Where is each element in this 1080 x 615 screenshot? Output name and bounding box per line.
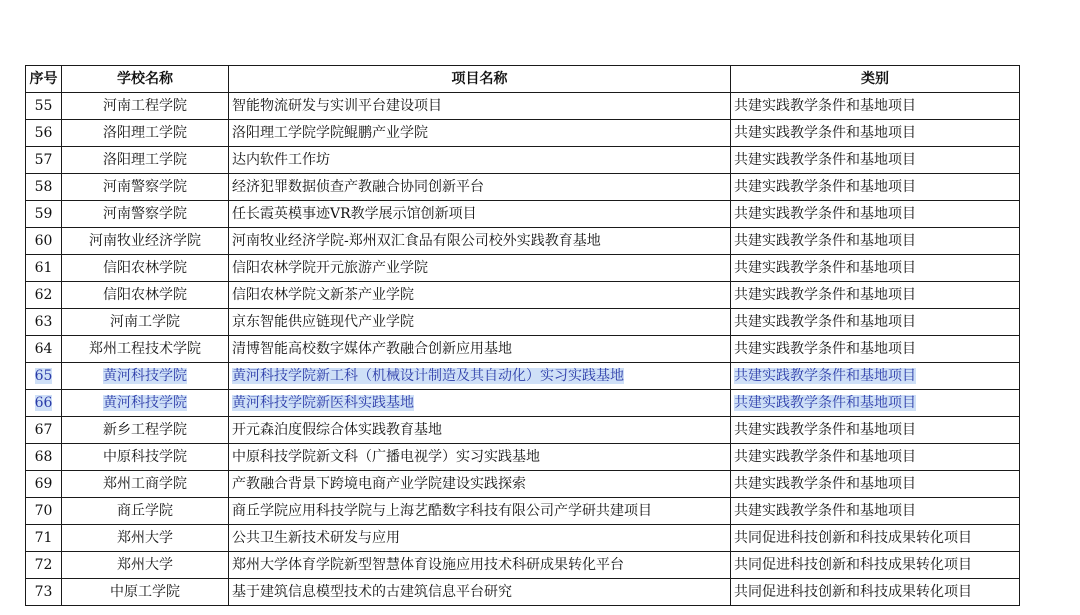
cell-project: [229, 336, 731, 363]
cell-type-text: 共建实践教学条件和基地项目: [734, 206, 916, 222]
cell-no: [26, 552, 62, 579]
cell-no-text: 70: [34, 503, 53, 519]
cell-project-text: 基于建筑信息模型技术的古建筑信息平台研究: [232, 584, 512, 600]
cell-project-text: 商丘学院应用科技学院与上海艺酷数字科技有限公司产学研共建项目: [232, 503, 652, 519]
cell-school-text: 河南工程学院: [103, 98, 187, 114]
cell-project: [229, 417, 731, 444]
cell-type: [731, 174, 1020, 201]
cell-project: [229, 255, 731, 282]
cell-school: [62, 444, 229, 471]
table-row: [26, 552, 1020, 579]
cell-no: [26, 417, 62, 444]
cell-no: [26, 201, 62, 228]
cell-project-text: 洛阳理工学院学院鲲鹏产业学院: [232, 125, 428, 141]
cell-project: [229, 309, 731, 336]
table-row: [26, 390, 1020, 417]
table-row: [26, 201, 1020, 228]
cell-type-text: 共建实践教学条件和基地项目: [734, 503, 916, 519]
cell-no-text: 73: [34, 584, 53, 600]
cell-type: [731, 120, 1020, 147]
header-project: 项目名称: [229, 66, 731, 93]
cell-type-text: 共建实践教学条件和基地项目: [734, 287, 916, 303]
cell-project: [229, 579, 731, 606]
cell-no-text: 55: [34, 98, 53, 114]
cell-school: [62, 471, 229, 498]
cell-project: [229, 201, 731, 228]
cell-school: [62, 552, 229, 579]
cell-type-text: 共建实践教学条件和基地项目: [734, 125, 916, 141]
cell-type: [731, 417, 1020, 444]
cell-project-text: 河南牧业经济学院-郑州双汇食品有限公司校外实践教育基地: [232, 233, 601, 249]
cell-no: [26, 498, 62, 525]
project-table: [25, 65, 1020, 606]
table-row: [26, 498, 1020, 525]
cell-school: [62, 309, 229, 336]
cell-project: [229, 93, 731, 120]
cell-no-text: 67: [34, 422, 53, 438]
cell-project-text: 公共卫生新技术研发与应用: [232, 530, 400, 546]
cell-no-text: 72: [34, 557, 53, 573]
cell-project: [229, 120, 731, 147]
cell-school: [62, 525, 229, 552]
cell-type: [731, 498, 1020, 525]
cell-type-text: 共建实践教学条件和基地项目: [734, 341, 916, 357]
cell-type: [731, 201, 1020, 228]
cell-type-text: 共建实践教学条件和基地项目: [734, 449, 916, 465]
cell-school: [62, 93, 229, 120]
cell-project-text: 信阳农林学院开元旅游产业学院: [232, 260, 428, 276]
cell-type: [731, 255, 1020, 282]
cell-no: [26, 120, 62, 147]
cell-type-text: 共建实践教学条件和基地项目: [734, 368, 916, 384]
table-header-row: [26, 66, 1020, 93]
cell-no: [26, 147, 62, 174]
cell-project-text: 达内软件工作坊: [232, 152, 330, 168]
cell-school-text: 黄河科技学院: [103, 368, 187, 384]
table-row: [26, 309, 1020, 336]
table-row: [26, 363, 1020, 390]
header-school: 学校名称: [62, 66, 229, 93]
cell-school-text: 商丘学院: [117, 503, 173, 519]
table-row: [26, 228, 1020, 255]
cell-no-text: 68: [34, 449, 53, 465]
cell-school-text: 洛阳理工学院: [103, 125, 187, 141]
cell-school-text: 河南警察学院: [103, 206, 187, 222]
cell-no-text: 56: [34, 125, 53, 141]
cell-project-text: 黄河科技学院新工科（机械设计制造及其自动化）实习实践基地: [232, 368, 624, 384]
cell-project-text: 智能物流研发与实训平台建设项目: [232, 98, 442, 114]
cell-project-text: 京东智能供应链现代产业学院: [232, 314, 414, 330]
cell-no: [26, 228, 62, 255]
table-row: [26, 282, 1020, 309]
cell-no: [26, 363, 62, 390]
cell-school: [62, 174, 229, 201]
cell-school-text: 新乡工程学院: [103, 422, 187, 438]
cell-project-text: 任长霞英模事迹VR教学展示馆创新项目: [232, 206, 477, 222]
table-row: [26, 525, 1020, 552]
cell-no-text: 63: [34, 314, 53, 330]
cell-no: [26, 309, 62, 336]
table-row: [26, 336, 1020, 363]
cell-project-text: 中原科技学院新文科（广播电视学）实习实践基地: [232, 449, 540, 465]
cell-no: [26, 579, 62, 606]
cell-no-text: 64: [34, 341, 53, 357]
cell-type-text: 共建实践教学条件和基地项目: [734, 152, 916, 168]
cell-type: [731, 390, 1020, 417]
cell-type: [731, 309, 1020, 336]
cell-school-text: 信阳农林学院: [103, 260, 187, 276]
cell-type: [731, 525, 1020, 552]
cell-type-text: 共同促进科技创新和科技成果转化项目: [734, 584, 972, 600]
table-row: [26, 579, 1020, 606]
cell-no: [26, 93, 62, 120]
cell-type: [731, 579, 1020, 606]
cell-school: [62, 282, 229, 309]
cell-no-text: 66: [34, 395, 53, 411]
cell-type-text: 共建实践教学条件和基地项目: [734, 395, 916, 411]
cell-project: [229, 444, 731, 471]
cell-no-text: 61: [34, 260, 53, 276]
cell-school: [62, 579, 229, 606]
cell-type-text: 共建实践教学条件和基地项目: [734, 476, 916, 492]
cell-project-text: 郑州大学体育学院新型智慧体育设施应用技术科研成果转化平台: [232, 557, 624, 573]
cell-project-text: 黄河科技学院新医科实践基地: [232, 395, 414, 411]
cell-no: [26, 255, 62, 282]
cell-no: [26, 174, 62, 201]
table-row: [26, 120, 1020, 147]
cell-type: [731, 336, 1020, 363]
cell-type-text: 共建实践教学条件和基地项目: [734, 98, 916, 114]
cell-school: [62, 228, 229, 255]
cell-project-text: 清博智能高校数字媒体产教融合创新应用基地: [232, 341, 512, 357]
header-no: 序号: [26, 66, 62, 93]
cell-type: [731, 282, 1020, 309]
cell-type: [731, 93, 1020, 120]
cell-type: [731, 444, 1020, 471]
cell-school: [62, 120, 229, 147]
cell-school: [62, 201, 229, 228]
cell-type-text: 共建实践教学条件和基地项目: [734, 260, 916, 276]
table-row: [26, 417, 1020, 444]
table-row: [26, 174, 1020, 201]
cell-no-text: 65: [34, 368, 53, 384]
cell-type-text: 共同促进科技创新和科技成果转化项目: [734, 557, 972, 573]
cell-no-text: 59: [34, 206, 53, 222]
cell-no-text: 71: [34, 530, 53, 546]
cell-project: [229, 147, 731, 174]
cell-type-text: 共建实践教学条件和基地项目: [734, 233, 916, 249]
cell-school-text: 郑州大学: [117, 557, 173, 573]
cell-type-text: 共建实践教学条件和基地项目: [734, 422, 916, 438]
cell-project: [229, 390, 731, 417]
cell-no-text: 62: [34, 287, 53, 303]
cell-school: [62, 417, 229, 444]
cell-school: [62, 498, 229, 525]
cell-project: [229, 525, 731, 552]
cell-no: [26, 471, 62, 498]
cell-type: [731, 363, 1020, 390]
cell-type-text: 共同促进科技创新和科技成果转化项目: [734, 530, 972, 546]
header-type: 类别: [731, 66, 1020, 93]
cell-school-text: 河南工学院: [110, 314, 180, 330]
cell-no-text: 60: [34, 233, 53, 249]
cell-no: [26, 390, 62, 417]
cell-school-text: 河南牧业经济学院: [89, 233, 201, 249]
cell-project: [229, 471, 731, 498]
cell-school-text: 郑州工商学院: [103, 476, 187, 492]
cell-type-text: 共建实践教学条件和基地项目: [734, 179, 916, 195]
table-row: [26, 147, 1020, 174]
table-body: [26, 93, 1020, 606]
cell-no-text: 69: [34, 476, 53, 492]
table-row: [26, 444, 1020, 471]
cell-school-text: 洛阳理工学院: [103, 152, 187, 168]
cell-no: [26, 525, 62, 552]
cell-no: [26, 282, 62, 309]
cell-no-text: 58: [34, 179, 53, 195]
cell-type: [731, 471, 1020, 498]
cell-school: [62, 363, 229, 390]
cell-school: [62, 390, 229, 417]
cell-no-text: 57: [34, 152, 53, 168]
cell-school-text: 中原工学院: [110, 584, 180, 600]
cell-type: [731, 552, 1020, 579]
cell-school-text: 信阳农林学院: [103, 287, 187, 303]
cell-type: [731, 147, 1020, 174]
cell-type-text: 共建实践教学条件和基地项目: [734, 314, 916, 330]
cell-school: [62, 147, 229, 174]
cell-no: [26, 444, 62, 471]
table-row: [26, 471, 1020, 498]
cell-project-text: 经济犯罪数据侦查产教融合协同创新平台: [232, 179, 484, 195]
cell-school: [62, 255, 229, 282]
cell-project: [229, 363, 731, 390]
cell-project: [229, 498, 731, 525]
table-row: [26, 255, 1020, 282]
cell-school-text: 河南警察学院: [103, 179, 187, 195]
cell-project-text: 开元森泊度假综合体实践教育基地: [232, 422, 442, 438]
cell-no: [26, 336, 62, 363]
cell-project: [229, 174, 731, 201]
cell-school-text: 黄河科技学院: [103, 395, 187, 411]
cell-school-text: 中原科技学院: [103, 449, 187, 465]
cell-type: [731, 228, 1020, 255]
cell-project-text: 产教融合背景下跨境电商产业学院建设实践探索: [232, 476, 526, 492]
cell-school-text: 郑州工程技术学院: [89, 341, 201, 357]
table-row: [26, 93, 1020, 120]
cell-school-text: 郑州大学: [117, 530, 173, 546]
cell-project: [229, 552, 731, 579]
cell-project: [229, 228, 731, 255]
cell-project: [229, 282, 731, 309]
cell-school: [62, 336, 229, 363]
cell-project-text: 信阳农林学院文新茶产业学院: [232, 287, 414, 303]
